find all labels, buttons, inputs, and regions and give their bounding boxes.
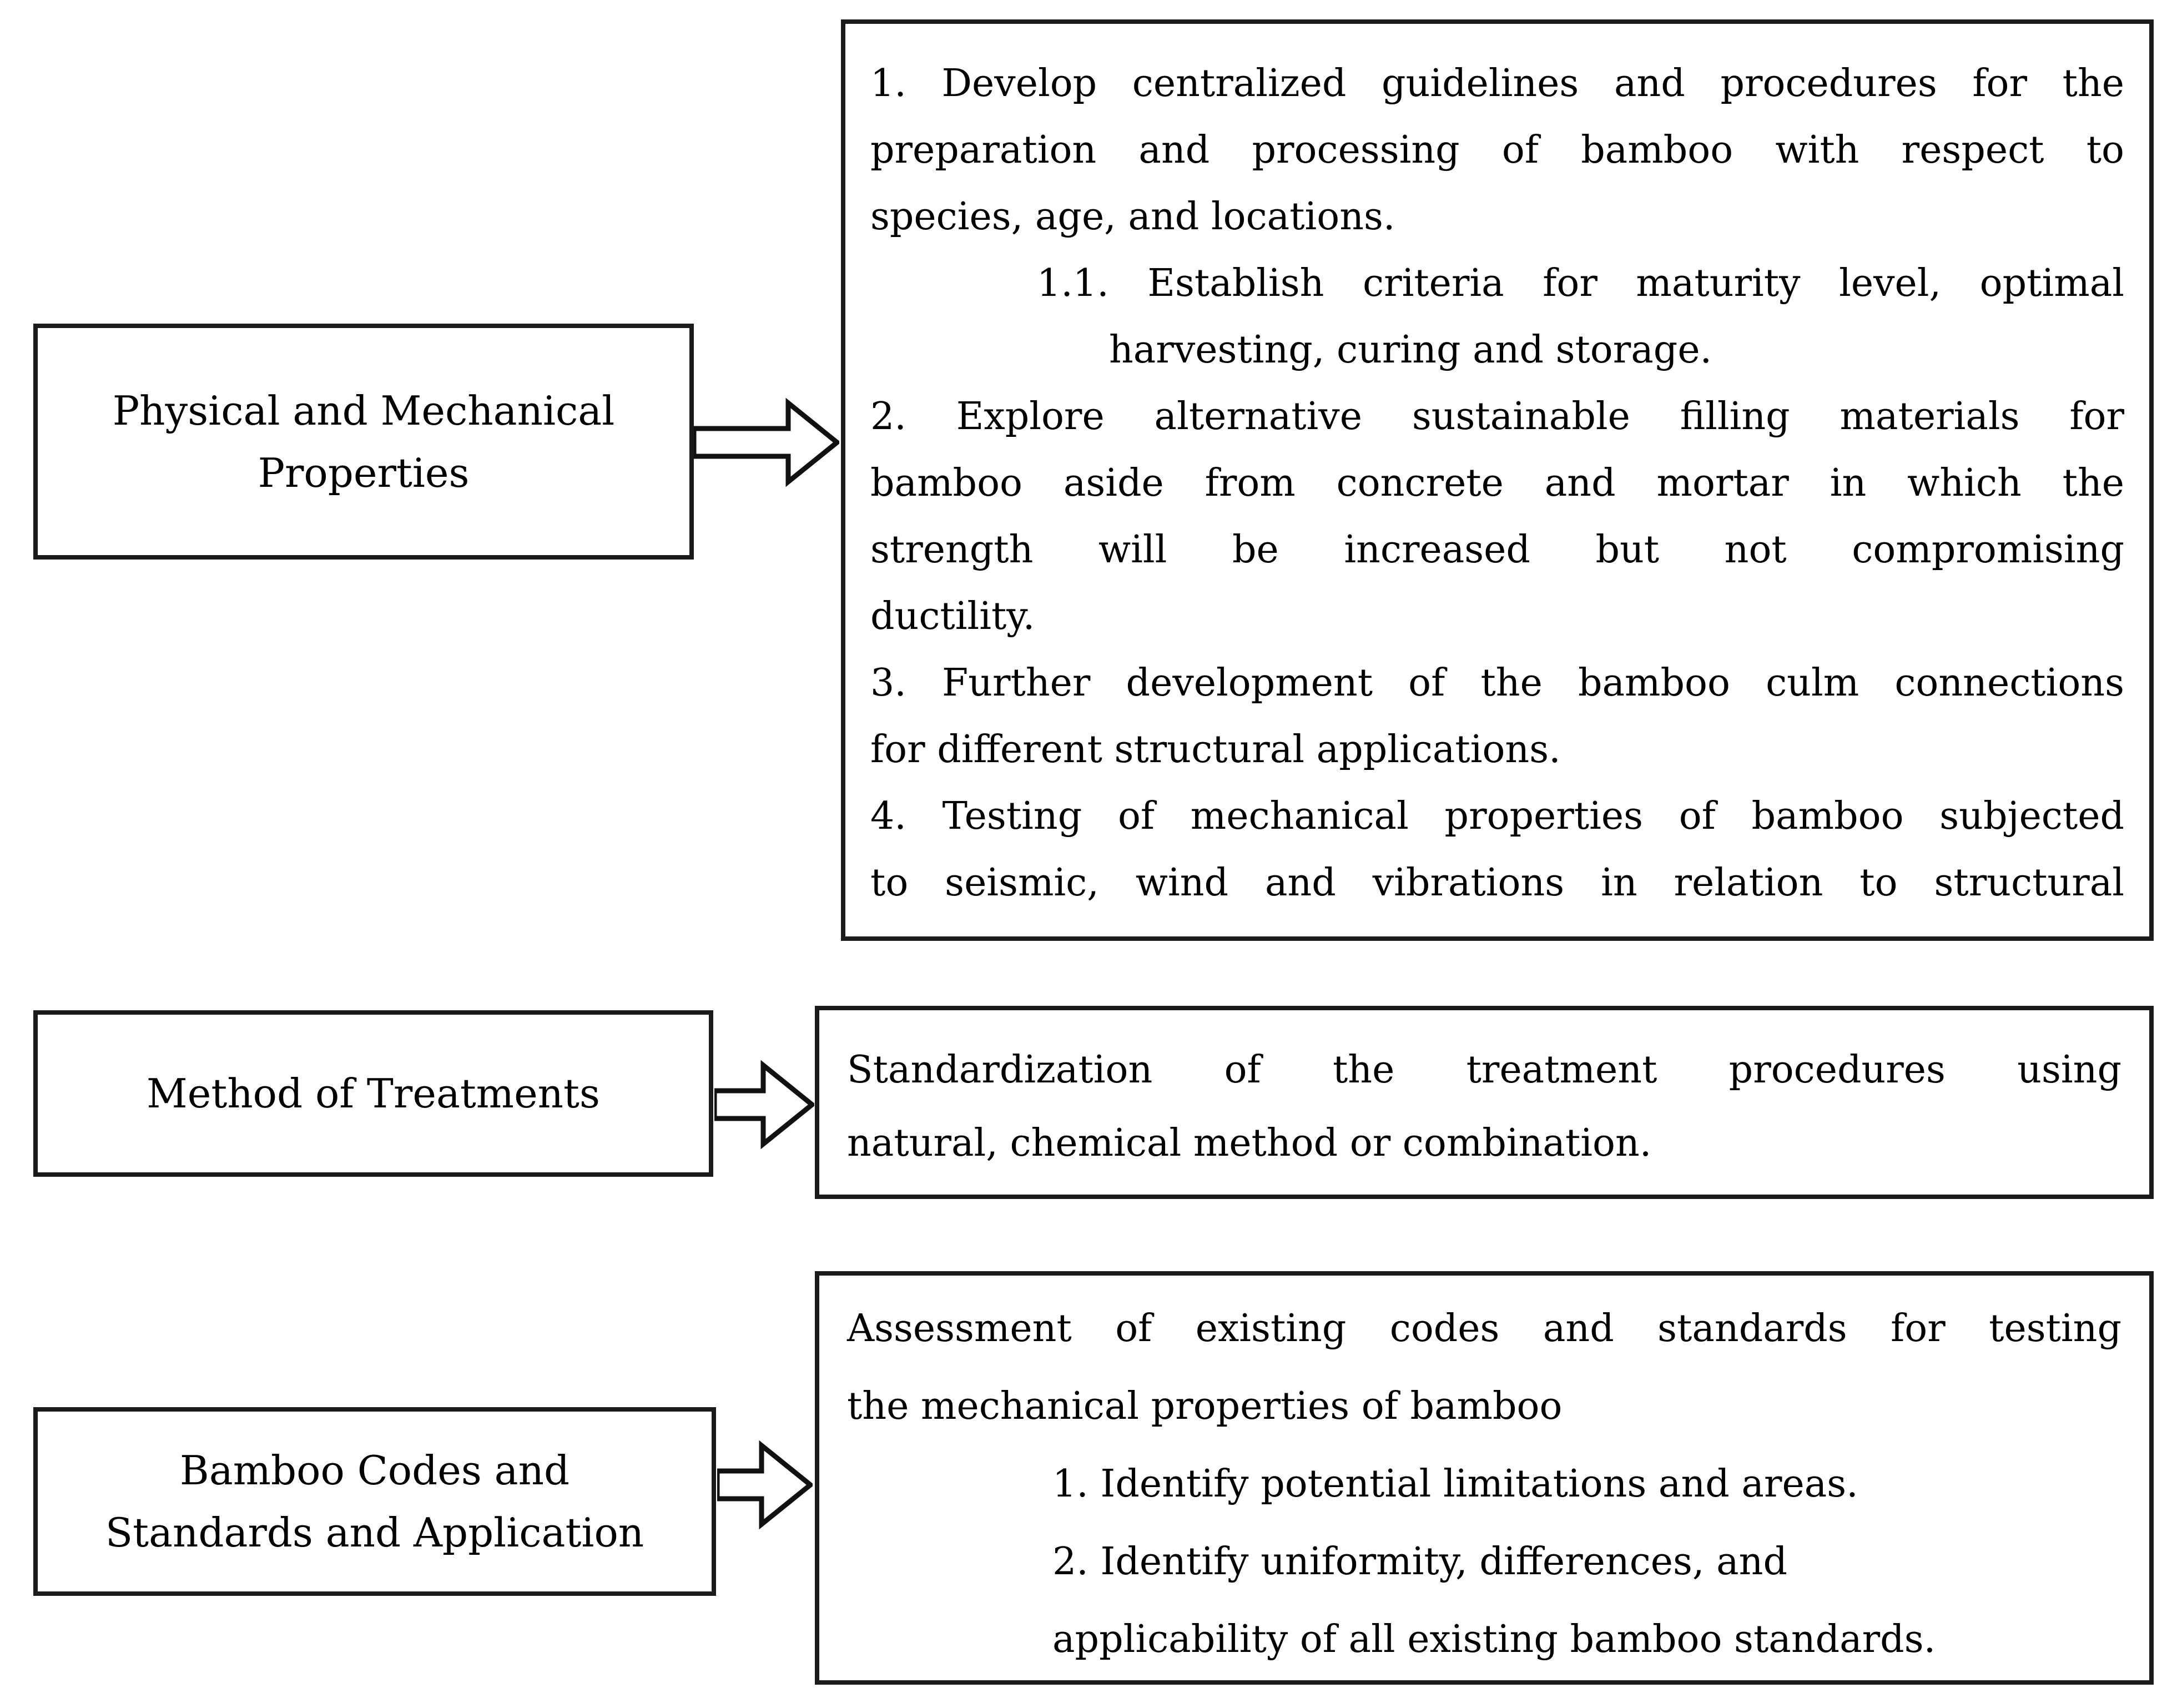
text-line: to seismic, wind and vibrations in relation to structural — [870, 861, 2124, 905]
right-arrow-shape — [694, 403, 837, 482]
bamboo-codes-standards-box — [33, 1407, 716, 1596]
label-line: Physical and Mechanical — [112, 387, 615, 434]
physical-mechanical-properties-box — [33, 324, 694, 560]
text-line: species, age, and locations. — [870, 195, 1395, 239]
method-of-treatments-box — [33, 1010, 713, 1177]
text-line: 3. Further development of the bamboo culm connections — [870, 661, 2124, 705]
label-line: Properties — [258, 449, 470, 496]
text-line: Assessment of existing codes and standards for testing — [847, 1307, 2121, 1351]
right-arrow-shape — [714, 1065, 812, 1144]
text-line: 2. Identify uniformity, differences, and — [1052, 1540, 1788, 1584]
text-line: ductility. — [870, 594, 1035, 638]
text-line: 1. Develop centralized guidelines and procedures for the — [870, 62, 2124, 105]
text-line: 2. Explore alternative sustainable filling materials for — [870, 395, 2124, 439]
text-line: 1. Identify potential limitations and areas. — [1052, 1462, 1858, 1506]
treatments-content-box — [815, 1006, 2154, 1199]
text-line: preparation and processing of bamboo with respect to — [870, 128, 2124, 172]
label-line: Standards and Application — [105, 1509, 644, 1556]
text-line: for different structural applications. — [870, 728, 1561, 772]
text-line: strength will be increased but not compromising — [870, 528, 2124, 572]
text-line: natural, chemical method or combination. — [847, 1121, 1652, 1165]
right-arrow-icon — [717, 1438, 813, 1532]
right-arrow-icon — [694, 395, 839, 490]
text-line: 4. Testing of mechanical properties of bamboo subjected — [870, 794, 2124, 838]
right-arrow-icon — [714, 1057, 814, 1152]
text-line: Standardization of the treatment procedures using — [847, 1048, 2121, 1092]
text-line: applicability of all existing bamboo standards. — [1052, 1618, 1936, 1661]
text-line: 1.1. Establish criteria for maturity level, optimal — [1037, 261, 2124, 305]
label-line: Method of Treatments — [147, 1070, 600, 1117]
text-line: harvesting, curing and storage. — [1109, 328, 1712, 372]
label-line: Bamboo Codes and — [179, 1447, 570, 1494]
text-line: bamboo aside from concrete and mortar in which the — [870, 461, 2124, 505]
right-arrow-shape — [717, 1445, 810, 1524]
codes-standards-content-box — [815, 1271, 2154, 1685]
physical-mechanical-content-box — [841, 19, 2154, 941]
text-line: the mechanical properties of bamboo — [847, 1384, 1563, 1428]
